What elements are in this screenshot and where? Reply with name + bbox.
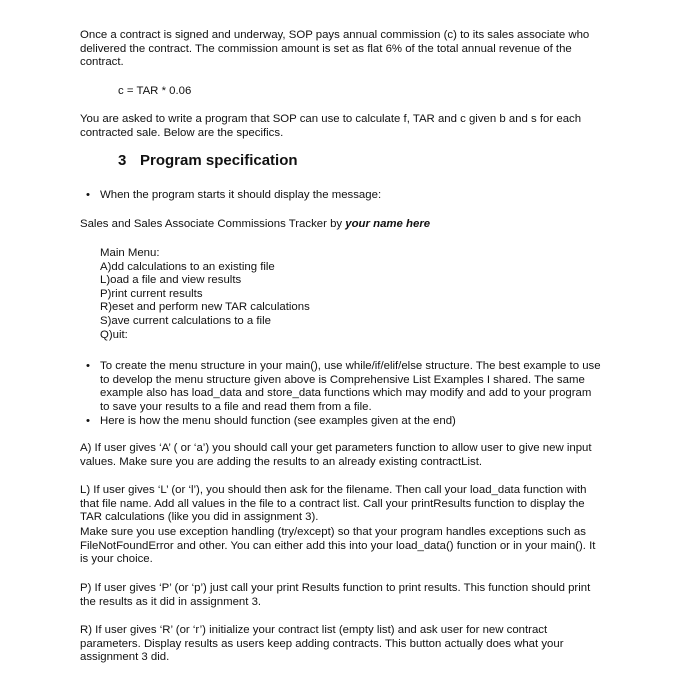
menu-item-print: P)rint current results [100, 287, 203, 300]
bullet-text: To create the menu structure in your main(), use while/if/elif/else structure. The best example to use to develop the menu structure given above is Comprehensive List Examples I shared. The same example also has load_data and store_data functions which may modify and add to your program to save your results to a file and read them from a file. [100, 360, 601, 413]
commission-formula: c = TAR * 0.06 [118, 85, 192, 97]
option-load-paragraph: L) If user gives ‘L’ (or ‘l’), you should then ask for the filename. Then call your load_data function with that file name. Add all values in the file to a contract list. Call your printResults function to display the TAR calculations (like you did in assignment 3). [80, 484, 587, 524]
section-title: Program specification [140, 152, 298, 169]
banner-prefix: Sales and Sales Associate Commissions Tracker by [80, 218, 346, 230]
bullet-text: When the program starts it should display the message: [100, 189, 382, 201]
menu-item-load: L)oad a file and view results [100, 274, 242, 287]
menu-title: Main Menu: [100, 247, 160, 259]
bullet-icon: • [86, 189, 90, 201]
bullet-icon: • [86, 415, 90, 427]
menu-item-add: A)dd calculations to an existing file [100, 260, 275, 273]
task-paragraph: You are asked to write a program that SOP can use to calculate f, TAR and c given b and s for each contracted sale. Below are the specifics. [80, 113, 582, 139]
commission-paragraph: Once a contract is signed and underway, SOP pays annual commission (c) to its sales associate who delivered the contract. The commission amount is set as flat 6% of the total annual revenue of the contract. [80, 29, 590, 69]
bullet-text: Here is how the menu should function (see examples given at the end) [100, 415, 456, 427]
section-heading [118, 152, 298, 170]
menu-item-quit: Q)uit: [100, 328, 128, 341]
section-number: 3 [118, 152, 127, 169]
banner-line [80, 218, 600, 232]
banner-name: your name here [345, 218, 431, 230]
option-add-paragraph: A) If user gives ‘A’ ( or ‘a’) you should call your get parameters function to allow user to give new input values. Make sure you are adding the results to an already existing contractList. [80, 442, 592, 468]
bullet-icon: • [86, 360, 90, 372]
main-menu-listing [100, 247, 310, 342]
menu-item-reset: R)eset and perform new TAR calculations [100, 301, 310, 314]
option-reset-paragraph: R) If user gives ‘R’ (or ‘r’) initialize your contract list (empty list) and ask user for new contract parameters. Display results as users keep adding contracts. This button actually does what your assignment 3 did. [80, 624, 564, 664]
option-load-exceptions-paragraph: Make sure you use exception handling (try/except) so that your program handles exceptions such as FileNotFoundError and other. You can either add this into your load_data() function or in your main(). It is your choice. [80, 526, 596, 566]
menu-item-save: S)ave current calculations to a file [100, 314, 271, 327]
option-print-paragraph: P) If user gives ‘P’ (or ‘p’) just call your print Results function to print results. This function should print the results as it did in assignment 3. [80, 582, 591, 608]
